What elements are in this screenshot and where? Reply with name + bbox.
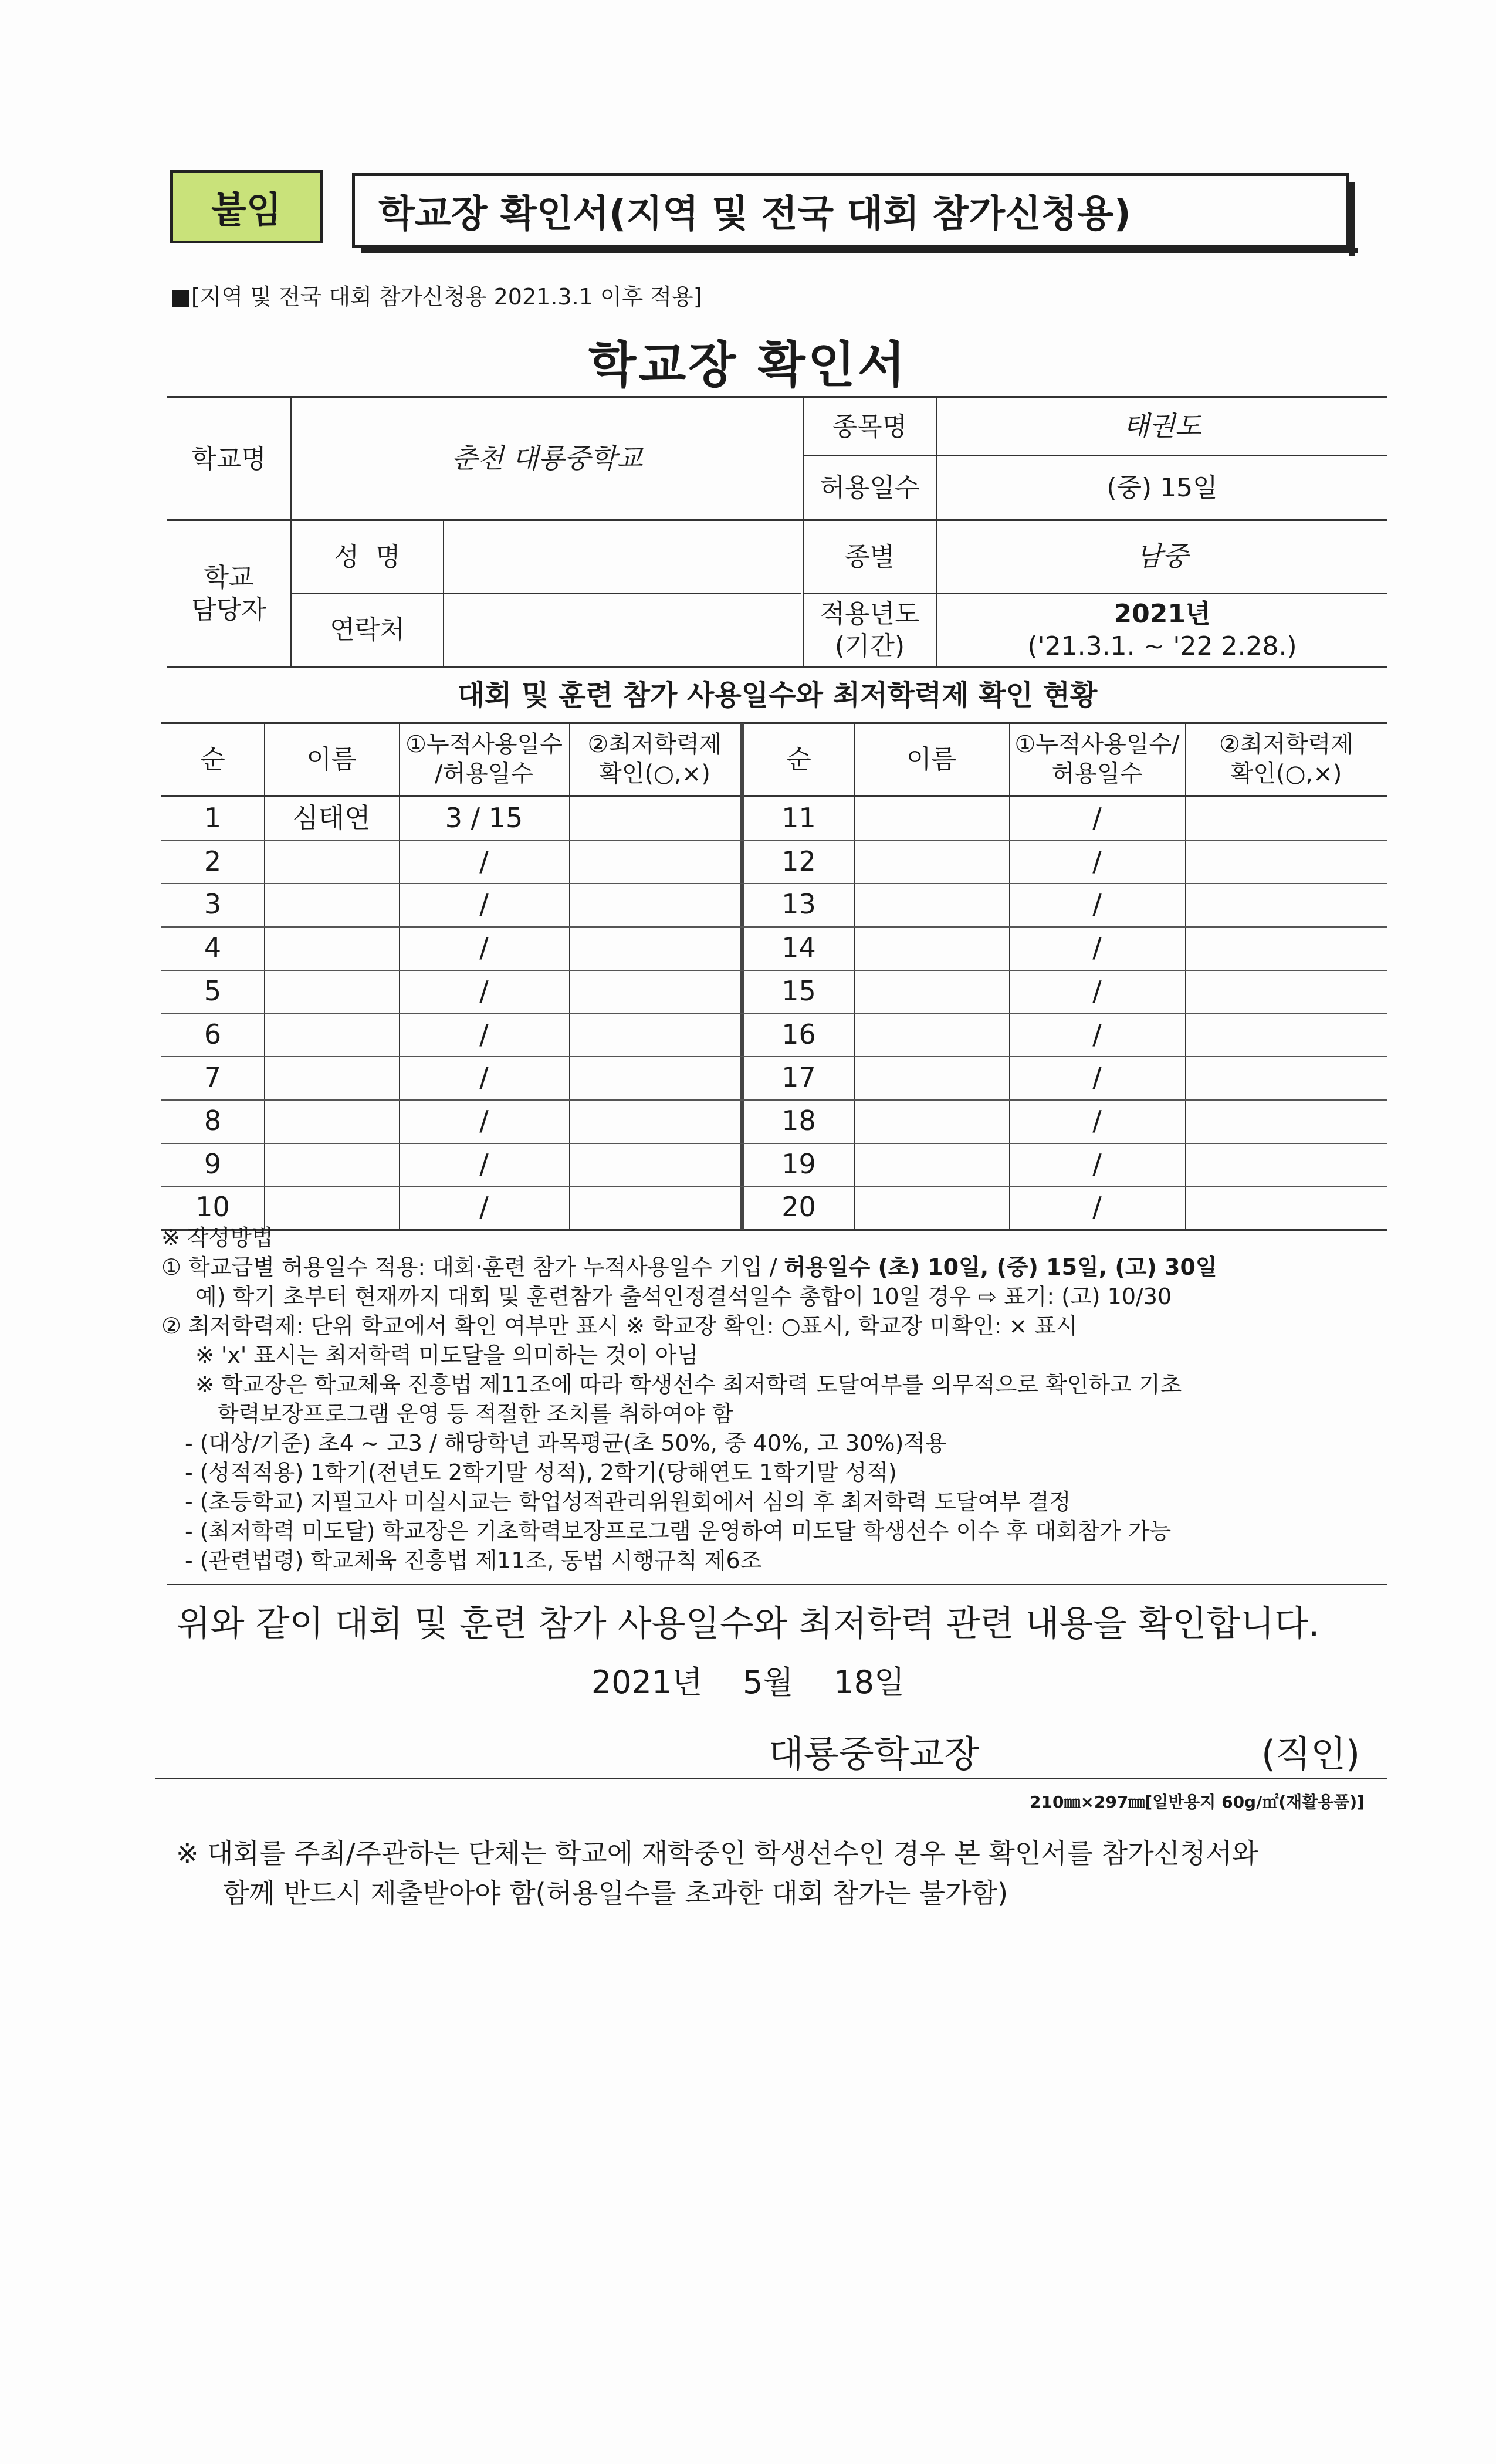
note-2: ② 최저학력제: 단위 학교에서 확인 여부만 표시 ※ 학교장 확인: ○표시, 학교장 미확인: × 표시: [161, 1313, 1078, 1339]
row-name-right: [854, 1186, 1009, 1229]
paper-spec: 210㎜×297㎜[일반용지 60g/㎡(재활용품)]: [1030, 1792, 1365, 1812]
note-1-example: 예) 학기 초부터 현재까지 대회 및 훈련참가 출석인정결석일수 총합이 10일 경우 ⇨ 표기: (고) 10/30: [195, 1284, 1172, 1309]
row-days-right: /: [1092, 932, 1102, 964]
footnote: [176, 1833, 1258, 1913]
row-days-right: /: [1092, 1105, 1102, 1137]
applicability-note: ■[지역 및 전국 대회 참가신청용 2021.3.1 이후 적용]: [170, 284, 702, 310]
row-days-right: /: [1092, 1191, 1102, 1223]
row-days-left: /: [479, 1148, 489, 1180]
header-name-left: 이름: [306, 744, 357, 774]
header-min-right-line2: 확인(○,×): [1230, 760, 1342, 787]
header-no-left: 순: [200, 744, 225, 774]
note-1-text: ① 학교급별 허용일수 적용: 대회·훈련 참가 누적사용일수 기입 /: [161, 1254, 784, 1280]
writing-instructions: [161, 1223, 1393, 1575]
note-8: - (최저학력 미도달) 학교장은 기초학력보장프로그램 운영하여 미도달 학생선수 이수 후 대회참가 가능: [185, 1518, 1172, 1544]
row-name-left: [264, 926, 399, 970]
row-name-left: [264, 883, 399, 926]
row-no-right: 17: [781, 1061, 816, 1094]
header-no-right: 순: [786, 744, 811, 774]
row-no-left: 1: [204, 802, 222, 834]
header-days-left: [399, 723, 569, 795]
header-min-right-line1: ②최저학력제: [1219, 731, 1354, 758]
event-value: 태권도: [1123, 410, 1201, 442]
note-4-cont: 학력보장프로그램 운영 등 적절한 조치를 취하여야 함: [217, 1401, 734, 1427]
school-name-value: 춘천 대룡중학교: [451, 442, 643, 475]
issue-date: 2021년 5월 18일: [591, 1664, 905, 1701]
row-no-right: 19: [781, 1148, 816, 1180]
row-days-left: /: [479, 975, 489, 1007]
row-no-left: 8: [204, 1105, 222, 1137]
row-no-left: 5: [204, 975, 222, 1007]
row-min-right: [1185, 970, 1387, 1013]
row-min-left: [569, 883, 740, 926]
period-label: [804, 594, 936, 666]
row-days-right: /: [1092, 802, 1102, 834]
row-no-left: 10: [195, 1191, 230, 1223]
row-name-right: [854, 883, 1009, 926]
period-range: ('21.3.1. ~ '22 2.28.): [1027, 631, 1297, 661]
header-min-right: [1185, 723, 1387, 795]
footnote-line1: ※ 대회를 주최/주관하는 단체는 학교에 재학중인 학생선수인 경우 본 확인서를 참가신청서와: [176, 1837, 1258, 1869]
row-days-right: /: [1092, 975, 1102, 1007]
row-no-left: 9: [204, 1148, 222, 1180]
row-no-right: 18: [781, 1105, 816, 1137]
official-seal-label: (직인): [1261, 1732, 1360, 1775]
notes-heading: ※ 작성방법: [161, 1225, 273, 1251]
category-label: 종별: [844, 541, 895, 572]
category-value: 남중: [1136, 540, 1189, 573]
staff-label-line2: 담당자: [191, 594, 266, 625]
note-5: - (대상/기준) 초4 ~ 고3 / 해당학년 과목평균(초 50%, 중 40%, 고 30%)적용: [185, 1430, 947, 1456]
row-no-left: 7: [204, 1061, 222, 1094]
period-year: 2021년: [1113, 598, 1211, 629]
row-min-right: [1185, 797, 1387, 840]
row-name-right: [854, 970, 1009, 1013]
staff-name-value: [444, 521, 803, 593]
row-min-left: [569, 1056, 740, 1099]
section-title: 대회 및 훈련 참가 사용일수와 최저학력제 확인 현황: [457, 679, 1098, 712]
note-7: - (초등학교) 지필고사 미실시교는 학업성적관리위원회에서 심의 후 최저학력 도달여부 결정: [185, 1489, 1071, 1515]
row-min-right: [1185, 883, 1387, 926]
row-name-right: [854, 926, 1009, 970]
row-no-right: 15: [781, 975, 816, 1007]
row-days-left: 3 / 15: [445, 802, 523, 834]
principal-name: 대룡중학교장: [769, 1732, 980, 1775]
note-9: - (관련법령) 학교체육 진흥법 제11조, 동법 시행규칙 제6조: [185, 1548, 762, 1573]
row-name-left: [264, 1186, 399, 1229]
row-no-right: 14: [781, 932, 816, 964]
row-min-left: [569, 1013, 740, 1057]
row-no-right: 16: [781, 1018, 816, 1051]
period-label-line1: 적용년도: [820, 598, 920, 629]
row-name-right: [854, 1013, 1009, 1057]
row-days-left: /: [479, 1018, 489, 1051]
school-name-label: 학교명: [191, 444, 266, 474]
row-name-left: [264, 840, 399, 884]
row-name-left: [264, 1099, 399, 1143]
allowed-days-value: (중) 15일: [1106, 472, 1218, 503]
row-days-right: /: [1092, 1018, 1102, 1051]
row-days-right: /: [1092, 1061, 1102, 1094]
row-name-right: [854, 1143, 1009, 1186]
row-name-left: [264, 970, 399, 1013]
row-min-left: [569, 970, 740, 1013]
header-days-right-line1: ①누적사용일수/: [1014, 731, 1180, 758]
row-days-left: /: [479, 932, 489, 964]
row-name-right: [854, 1099, 1009, 1143]
row-name-left: [264, 1013, 399, 1057]
row-days-left: /: [479, 1105, 489, 1137]
row-min-left: [569, 797, 740, 840]
attachment-badge: 붙임: [170, 170, 323, 243]
row-min-right: [1185, 1186, 1387, 1229]
row-name-left: [264, 1056, 399, 1099]
row-min-right: [1185, 1099, 1387, 1143]
note-4: ※ 학교장은 학교체육 진흥법 제11조에 따라 학생선수 최저학력 도달여부를 의무적으로 확인하고 기초: [195, 1372, 1182, 1397]
staff-label-line1: 학교: [204, 562, 254, 593]
row-min-left: [569, 1186, 740, 1229]
row-no-left: 3: [204, 888, 222, 920]
allowed-days-label: 허용일수: [820, 472, 920, 503]
row-days-left: /: [479, 888, 489, 920]
header-days-right: [1009, 723, 1185, 795]
row-min-left: [569, 926, 740, 970]
note-1: [161, 1253, 1393, 1282]
row-min-right: [1185, 840, 1387, 884]
row-no-right: 11: [781, 802, 816, 834]
row-days-left: /: [479, 1061, 489, 1094]
header-min-left-line1: ②최저학력제: [587, 731, 722, 758]
row-days-right: /: [1092, 888, 1102, 920]
staff-contact-label: 연락처: [330, 615, 405, 645]
row-min-right: [1185, 1143, 1387, 1186]
form-title: 학교장 확인서(지역 및 전국 대회 참가신청용): [378, 192, 1131, 236]
header-days-left-line1: ①누적사용일수: [405, 731, 563, 758]
row-no-left: 6: [204, 1018, 222, 1051]
header-days-right-line2: 허용일수: [1051, 760, 1143, 787]
header-min-left: [569, 723, 740, 795]
row-min-right: [1185, 1056, 1387, 1099]
row-no-left: 2: [204, 845, 222, 878]
form-title-box: [352, 173, 1349, 248]
row-name-right: [854, 797, 1009, 840]
row-no-right: 20: [781, 1191, 816, 1223]
row-min-left: [569, 1099, 740, 1143]
row-name-left: 심태연: [292, 802, 371, 834]
row-min-right: [1185, 926, 1387, 970]
row-no-right: 13: [781, 888, 816, 920]
period-value: [937, 594, 1387, 666]
row-days-left: /: [479, 845, 489, 878]
document-title: 학교장 확인서: [588, 336, 908, 394]
staff-contact-value: [444, 594, 803, 666]
row-days-right: /: [1092, 1148, 1102, 1180]
row-no-left: 4: [204, 932, 222, 964]
confirmation-statement: 위와 같이 대회 및 훈련 참가 사용일수와 최저학력 관련 내용을 확인합니다.: [176, 1603, 1320, 1644]
row-min-left: [569, 840, 740, 884]
footnote-line2: 함께 반드시 제출받아야 함(허용일수를 초과한 대회 참가는 불가함): [223, 1877, 1008, 1909]
row-days-left: /: [479, 1191, 489, 1223]
row-days-right: /: [1092, 845, 1102, 878]
note-3: ※ 'x' 표시는 최저학력 미도달을 의미하는 것이 아님: [195, 1342, 699, 1368]
header-min-left-line2: 확인(○,×): [599, 760, 710, 787]
period-label-line2: (기간): [834, 631, 905, 661]
event-label: 종목명: [832, 411, 908, 442]
header-days-left-line2: /허용일수: [434, 760, 534, 787]
row-no-right: 12: [781, 845, 816, 878]
row-name-right: [854, 840, 1009, 884]
header-name-right: 이름: [906, 744, 956, 774]
row-name-left: [264, 1143, 399, 1186]
note-6: - (성적적용) 1학기(전년도 2학기말 성적), 2학기(당해연도 1학기말 성적): [185, 1460, 897, 1485]
school-staff-label: [167, 521, 290, 666]
note-1-emphasis: 허용일수 (초) 10일, (중) 15일, (고) 30일: [784, 1254, 1217, 1280]
row-name-right: [854, 1056, 1009, 1099]
row-min-left: [569, 1143, 740, 1186]
staff-name-label: 성 명: [334, 541, 401, 572]
row-min-right: [1185, 1013, 1387, 1057]
